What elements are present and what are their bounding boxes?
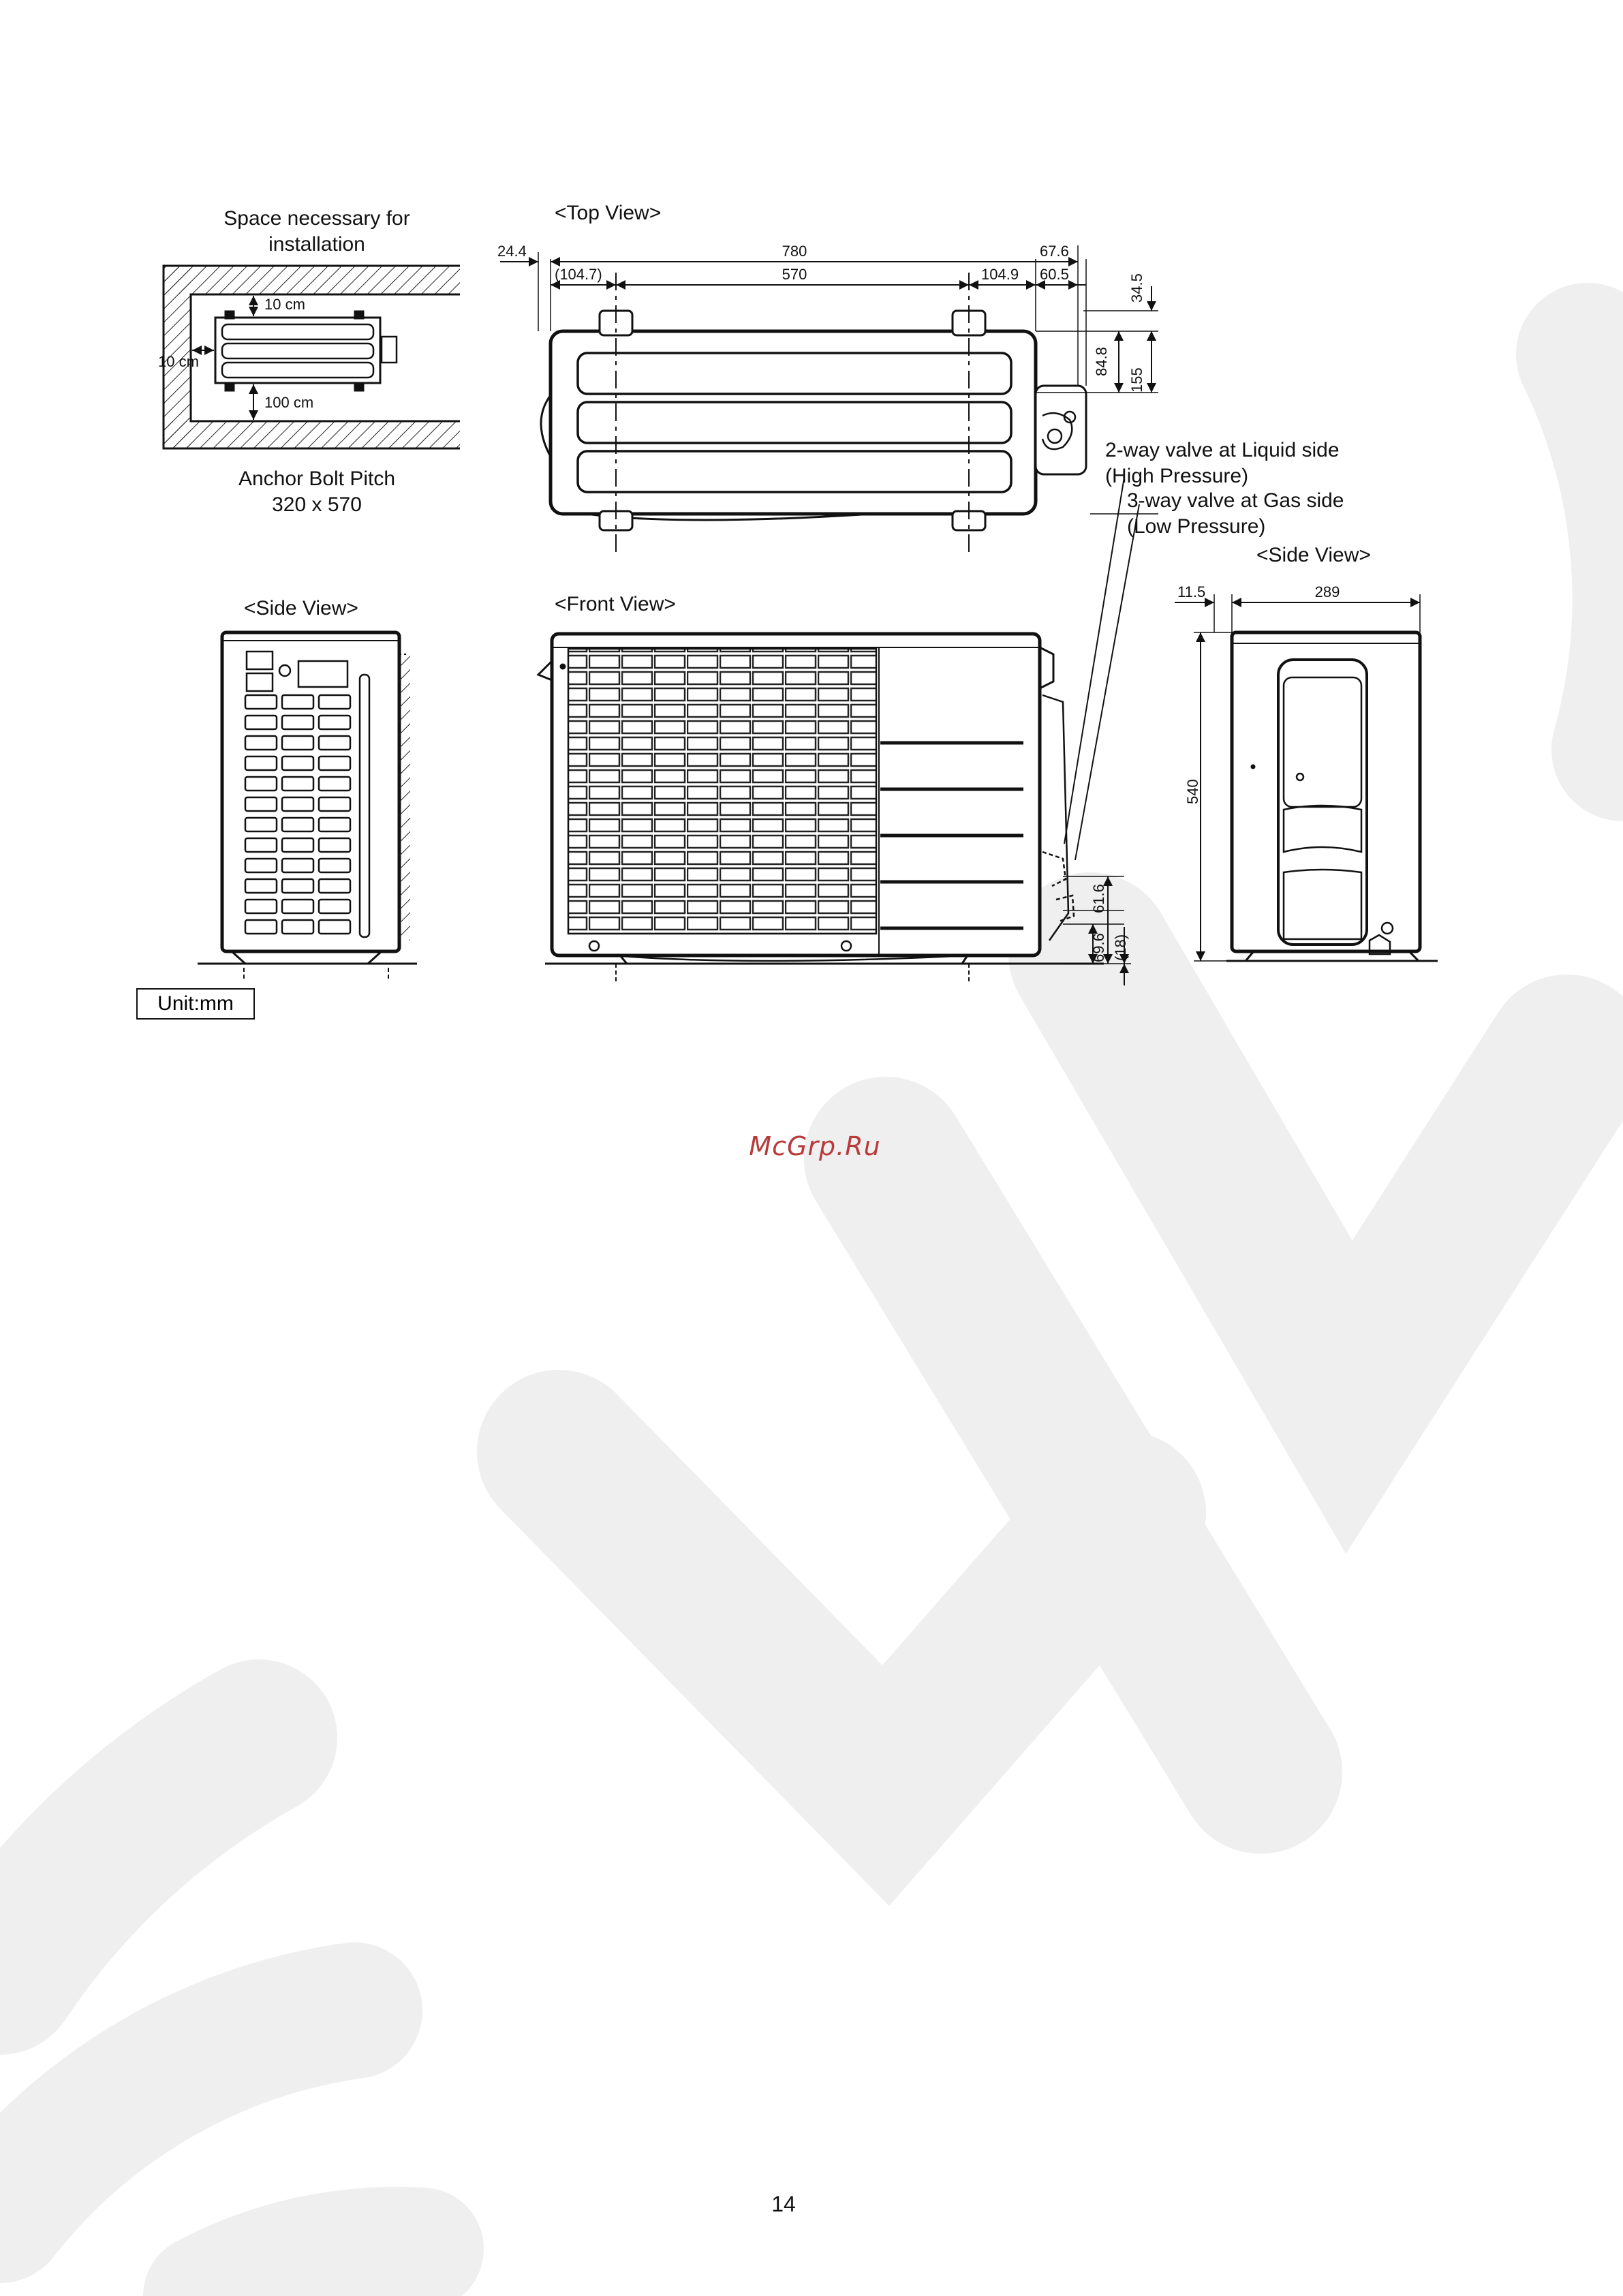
anchor-bolt-value: 320 x 570 <box>272 493 362 516</box>
right-side-view-drawing <box>1175 594 1438 961</box>
liquid-valve-pressure: (High Pressure) <box>1105 465 1249 487</box>
dim-right-bolt: 104.9 <box>981 266 1019 283</box>
anchor-bolt-title: Anchor Bolt Pitch <box>238 468 396 490</box>
front-view-title: <Front View> <box>555 593 676 615</box>
dim-base: (18) <box>1112 934 1129 961</box>
dim-overall-width: 780 <box>782 243 807 260</box>
gap-left-label: 10 cm <box>158 353 199 370</box>
watermark-brand: McGrp.Ru <box>749 1131 881 1161</box>
left-side-view-drawing <box>198 632 417 981</box>
dim-side-height: 540 <box>1184 779 1201 804</box>
dim-depth-mid: 84.8 <box>1093 347 1110 376</box>
front-view-drawing <box>538 634 1131 985</box>
gas-valve-pressure: (Low Pressure) <box>1127 515 1266 538</box>
page-number: 14 <box>771 2192 796 2216</box>
dim-depth-total: 155 <box>1128 367 1145 393</box>
gap-front-label: 100 cm <box>264 394 314 411</box>
dim-left-bolt: (104.7) <box>555 266 602 283</box>
gas-valve-label: 3-way valve at Gas side <box>1127 489 1344 512</box>
dim-bolt-pitch: 570 <box>782 266 807 283</box>
unit-label: Unit:mm <box>136 988 255 1020</box>
right-side-view-title: <Side View> <box>1256 544 1371 566</box>
dim-valve-low: 69.6 <box>1090 933 1107 962</box>
installation-space-diagram <box>164 266 460 448</box>
dim-side-offset: 11.5 <box>1177 583 1206 600</box>
dim-depth-top: 34.5 <box>1128 273 1145 303</box>
left-side-view-title: <Side View> <box>244 597 358 619</box>
dim-right-extra-1: 67.6 <box>1040 243 1069 260</box>
dim-left-offset: 24.4 <box>497 243 527 260</box>
installation-title-line1: Space necessary for <box>223 207 410 230</box>
top-view-title: <Top View> <box>555 202 662 224</box>
dim-right-extra-2: 60.5 <box>1040 266 1069 283</box>
dim-valve-high: 61.6 <box>1090 884 1107 913</box>
gap-top-label: 10 cm <box>264 296 305 313</box>
liquid-valve-label: 2-way valve at Liquid side <box>1105 439 1340 461</box>
installation-title-line2: installation <box>268 233 365 256</box>
dim-side-depth: 289 <box>1314 583 1340 600</box>
